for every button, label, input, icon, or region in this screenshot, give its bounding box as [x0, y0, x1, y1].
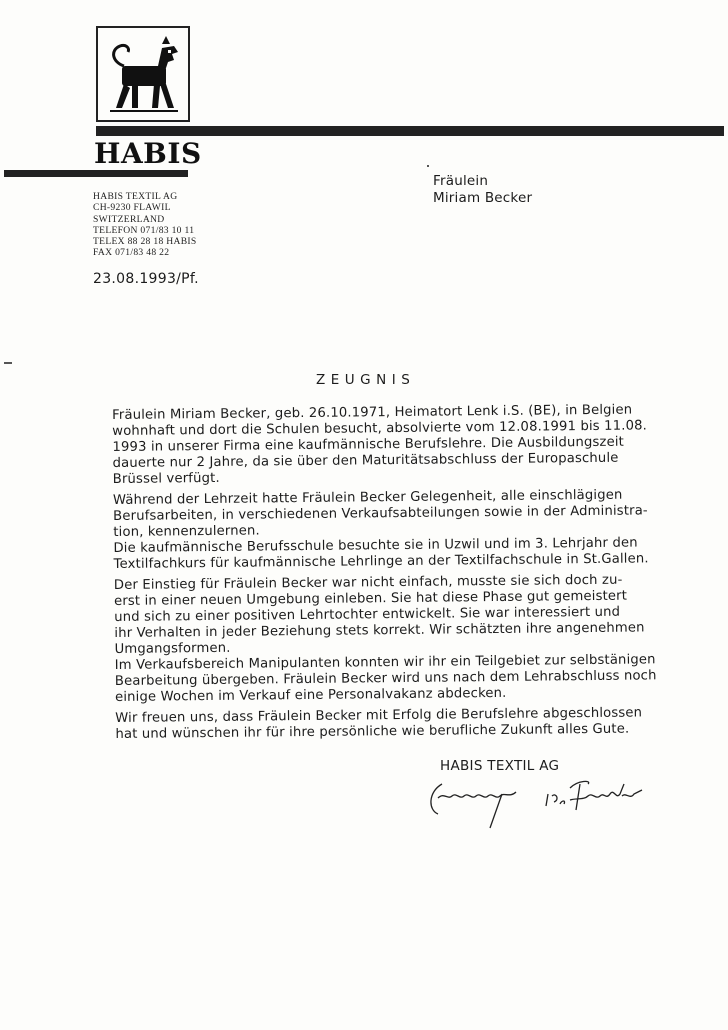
recipient-line: Miriam Becker [433, 190, 533, 206]
body-line: Brüssel verfügt. [112, 470, 220, 487]
body-line: Während der Lehrzeit hatte Fräulein Becker Gelegenheit, alle einschlägigen [112, 487, 623, 508]
body-line: 1993 in unserer Firma eine kaufmännische Berufslehre. Die Ausbildungszeit [112, 434, 625, 455]
letterhead-bottom-rule [4, 170, 188, 177]
body-line: erst in einer neuen Umgebung einleben. Sie hat diese Phase gut gemeistert [113, 588, 628, 609]
sender-line: TELEX 88 28 18 HABIS [93, 236, 197, 248]
letter-body [112, 402, 655, 743]
handwritten-signature [420, 770, 660, 830]
body-line: Die kaufmännische Berufsschule besuchte sie in Uzwil und im 3. Lehrjahr den [113, 535, 638, 556]
body-line: und sich zu einer positiven Lehrtochter entwickelt. Sie war interessiert und [114, 604, 621, 625]
body-line: Berufsarbeiten, in verschiedenen Verkaufsabteilungen sowie in der Administra- [113, 503, 648, 524]
brand-name: HABIS [94, 137, 202, 170]
body-line: dauerte nur 2 Jahre, da sie über den Maturitätsabschluss der Europaschule [112, 450, 619, 471]
body-line: einige Wochen im Verkauf eine Personalvakanz abdecken. [114, 685, 507, 705]
body-line: tion, kennenzulernen. [113, 523, 260, 540]
body-line: Bearbeitung übergeben. Fräulein Becker wird uns nach dem Lehrabschluss noch [114, 668, 657, 689]
body-line: Umgangsformen. [114, 640, 231, 657]
letter-date: 23.08.1993/Pf. [93, 271, 199, 287]
body-line: Wir freuen uns, dass Fräulein Becker mit Erfolg die Berufslehre abgeschlossen [115, 705, 643, 726]
sender-line: FAX 071/83 48 22 [93, 247, 170, 259]
sender-line: SWITZERLAND [93, 213, 165, 225]
closing-company: HABIS TEXTIL AG [440, 758, 560, 774]
fold-mark [4, 362, 12, 364]
body-line: wohnhaft und dort die Schulen besucht, absolvierte vom 12.08.1991 bis 11.08. [112, 418, 648, 439]
body-line: Fräulein Miriam Becker, geb. 26.10.1971, Heimatort Lenk i.S. (BE), in Belgien [112, 402, 633, 423]
company-logo [96, 26, 190, 122]
fold-dot [427, 165, 429, 167]
body-line: ihr Verhalten in jeder Beziehung stets korrekt. Wir schätzten ihre angenehmen [114, 620, 645, 641]
letterhead-top-rule [96, 126, 724, 136]
body-line: hat und wünschen ihr für ihre persönliche wie berufliche Zukunft alles Gute. [115, 721, 630, 742]
sender-line: CH-9230 FLAWIL [93, 202, 171, 214]
recipient-address [433, 173, 532, 207]
body-line: Textilfachkurs für kaufmännische Lehrlinge an der Textilfachschule in St.Gallen. [113, 551, 649, 572]
sender-line: HABIS TEXTIL AG [93, 191, 178, 202]
dog-logo-icon [102, 32, 184, 116]
recipient-line: Fräulein [433, 173, 489, 189]
sender-line: TELEFON 071/83 10 11 [93, 224, 195, 236]
sender-address [93, 191, 197, 259]
document-title: ZEUGNIS [316, 372, 416, 388]
body-line: Im Verkaufsbereich Manipulanten konnten wir ihr ein Teilgebiet zur selbstänigen [114, 652, 656, 673]
body-line: Der Einstieg für Fräulein Becker war nicht einfach, musste sie sich doch zu- [113, 572, 623, 593]
